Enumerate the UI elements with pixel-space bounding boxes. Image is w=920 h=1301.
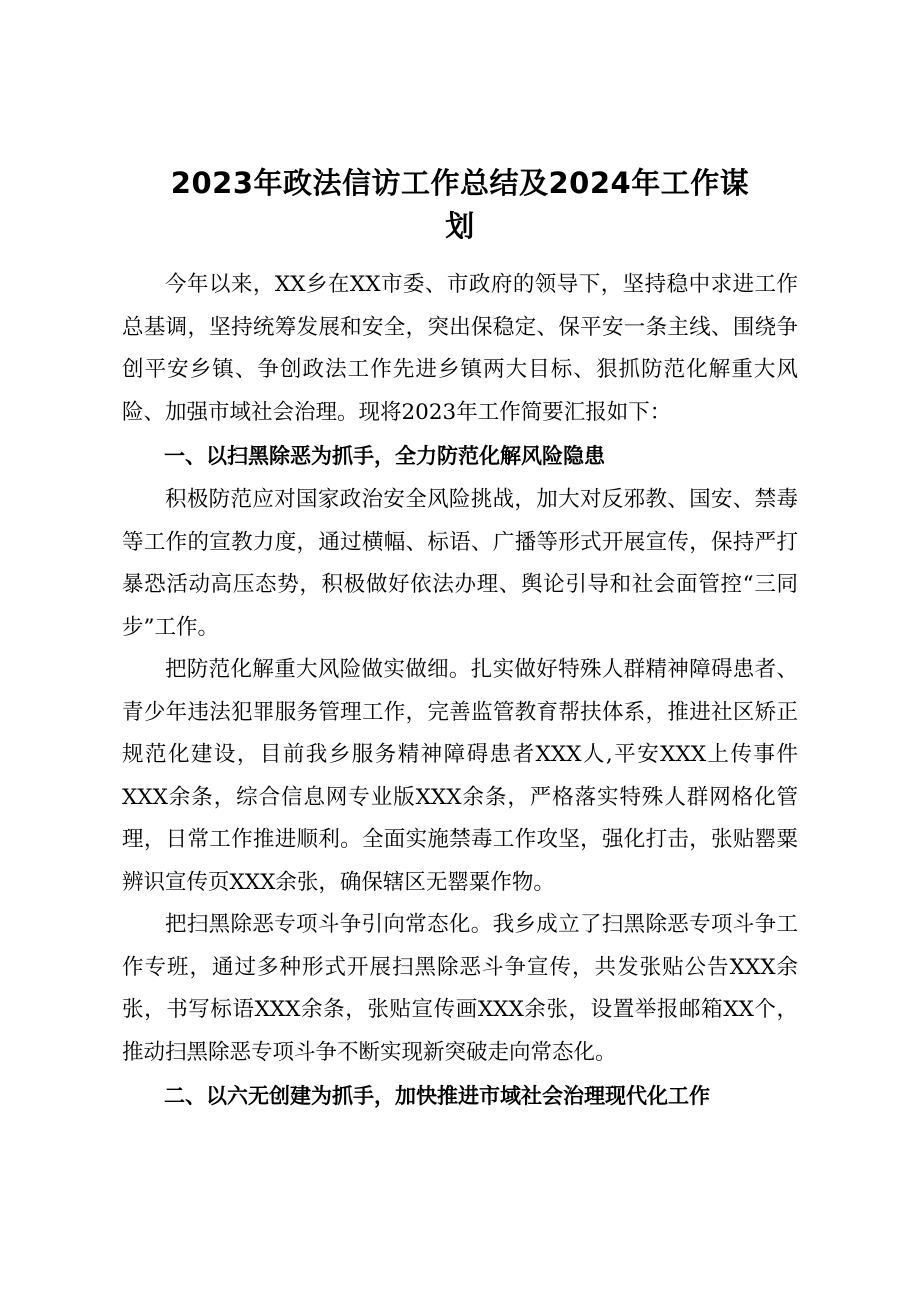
section-2-heading: 二、以六无创建为抓手，加快推进市域社会治理现代化工作 [164,1084,710,1108]
section-1-heading: 一、以扫黑除恶为抓手，全力防范化解风险隐患 [164,444,605,468]
intro-paragraph: 今年以来，XX乡在XX市委、市政府的领导下，坚持稳中求进工作总基调，坚持统筹发展和安全，突出保稳定、保平安一条主线、围绕争创平安乡镇、争创政法工作先进乡镇两大目标、狠抓防范化解重大风险、加强市域社会治理。现将2023年工作简要汇报如下： [122,272,798,425]
title-line-2: 划 [445,209,475,243]
section-1-paragraph-3: 把扫黑除恶专项斗争引向常态化。我乡成立了扫黑除恶专项斗争工作专班，通过多种形式开展扫黑除恶斗争宣传，共发张贴公告XXX余张，书写标语XXX余条，张贴宣传画XXX余张，设置举报邮箱XX个，推动扫黑除恶专项斗争不断实现新突破走向常态化。 [122,912,798,1065]
document-body [122,264,798,1119]
section-1-paragraph-2: 把防范化解重大风险做实做细。扎实做好特殊人群精神障碍患者、青少年违法犯罪服务管理工作，完善监管教育帮扶体系，推进社区矫正规范化建设，目前我乡服务精神障碍患者XXX人,平安XXX上传事件XXX余条，综合信息网专业版XXX余条，严格落实特殊人群网格化管理，日常工作推进顺利。全面实施禁毒工作攻坚，强化打击，张贴罂粟辨识宣传页XXX余张，确保辖区无罂粟作物。 [122,657,798,895]
section-1-paragraph-1: 积极防范应对国家政治安全风险挑战，加大对反邪教、国安、禁毒等工作的宣教力度，通过横幅、标语、广播等形式开展宣传，保持严打暴恐活动高压态势，积极做好依法办理、舆论引导和社会面管控“三同步”工作。 [122,487,798,640]
document-title [120,162,800,248]
title-line-1: 2023年政法信访工作总结及2024年工作谋 [170,166,750,200]
